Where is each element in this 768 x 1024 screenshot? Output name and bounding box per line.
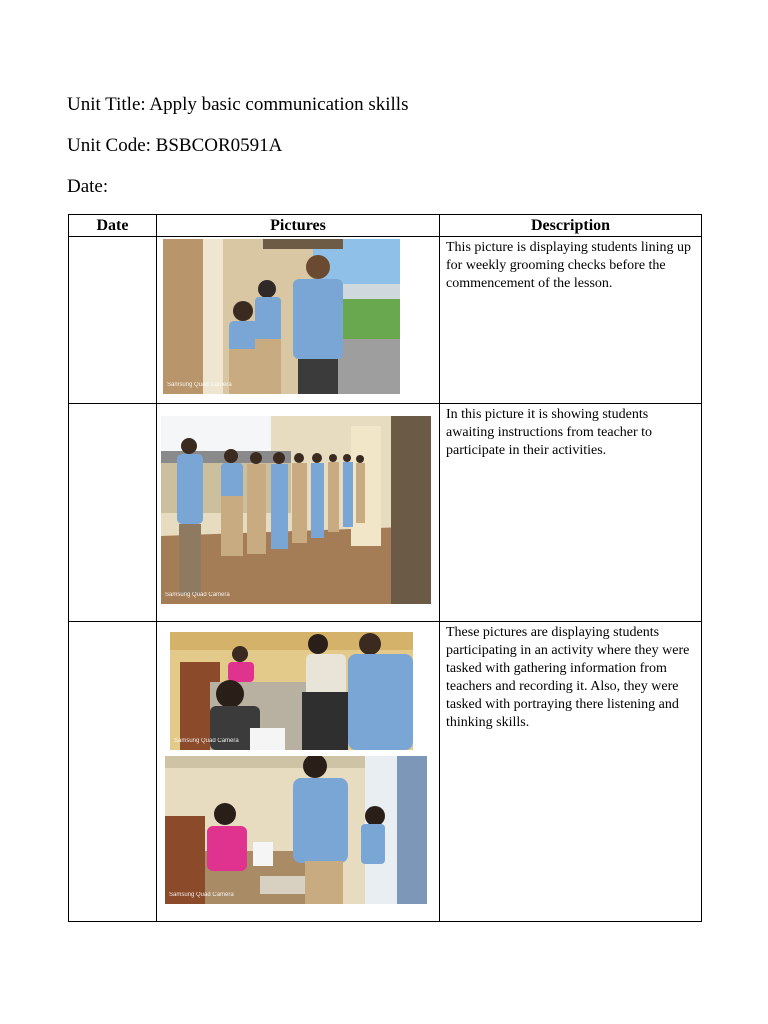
photo-gathering-information xyxy=(170,632,413,750)
photo-gathering-information-image xyxy=(170,632,413,750)
description-text: In this picture it is showing students awaiting instructions from teacher to participate in their activities. xyxy=(446,407,653,458)
pictures-cell xyxy=(157,404,440,622)
camera-watermark: Samsung Quad Camera xyxy=(169,892,234,898)
description-text: These pictures are displaying students participating in an activity where they were tasked with gathering information from teachers and recording it. Also, they were tasked with portraying there listening and thinking skills. xyxy=(446,625,690,730)
column-header-date: Date xyxy=(69,215,157,237)
camera-watermark: Samsung Quad Camera xyxy=(165,592,230,598)
column-header-description: Description xyxy=(440,215,702,237)
table-row xyxy=(69,622,702,922)
description-cell xyxy=(440,622,702,922)
pictures-cell xyxy=(157,237,440,404)
description-cell xyxy=(440,237,702,404)
pictures-cell xyxy=(157,622,440,922)
photo-awaiting-instructions-image xyxy=(161,416,431,604)
camera-watermark: Samsung Quad Camera xyxy=(167,382,232,388)
camera-watermark: Samsung Quad Camera xyxy=(174,738,239,744)
photo-recording-information xyxy=(165,756,427,904)
activity-log-table xyxy=(68,214,702,922)
photo-grooming-line-image xyxy=(163,239,400,394)
photo-grooming-line xyxy=(163,239,400,394)
table-header-row xyxy=(69,215,702,237)
description-text: This picture is displaying students lining up for weekly grooming checks before the commencement of the lesson. xyxy=(446,240,691,291)
table-row xyxy=(69,404,702,622)
unit-code: Unit Code: BSBCOR0591A xyxy=(67,135,283,156)
photo-awaiting-instructions xyxy=(161,416,431,604)
date-cell xyxy=(69,237,157,404)
description-cell xyxy=(440,404,702,622)
date-label: Date: xyxy=(67,176,109,197)
unit-title: Unit Title: Apply basic communication skills xyxy=(67,94,409,115)
column-header-pictures: Pictures xyxy=(157,215,440,237)
date-cell xyxy=(69,622,157,922)
table-row xyxy=(69,237,702,404)
date-cell xyxy=(69,404,157,622)
photo-recording-information-image xyxy=(165,756,427,904)
